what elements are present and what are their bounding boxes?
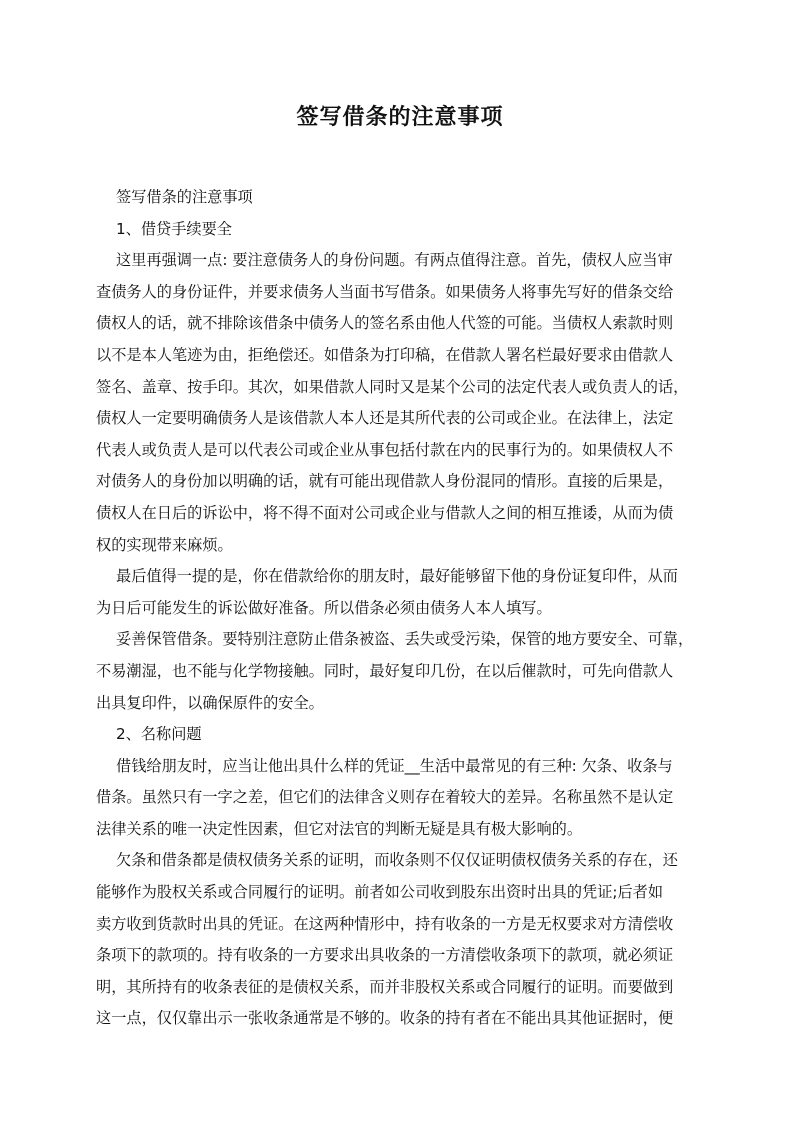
text-line: 能够作为股权关系或合同履行的证明。前者如公司收到股东出资时出具的凭证;后者如 [96, 883, 664, 902]
text-line: 债权人在日后的诉讼中，将不得不面对公司或企业与借款人之间的相互推诿，从而为债 [96, 503, 674, 522]
text-line: 债权人一定要明确债务人是该借款人本人还是其所代表的公司或企业。在法律上，法定 [96, 409, 674, 428]
text-line: 卖方收到货款时出具的凭证。在这两种情形中，持有收条的一方是无权要求对方清偿收 [96, 914, 674, 933]
text-line: 1、借贷手续要全 [116, 219, 232, 238]
text-line: 妥善保管借条。要特别注意防止借条被盗、丢失或受污染，保管的地方要安全、可靠， [116, 630, 694, 649]
text-line: 条项下的款项的。持有收条的一方要求出具收条的一方清偿收条项下的款项，就必须证 [96, 946, 674, 965]
text-line: 签名、盖章、按手印。其次，如果借款人同时又是某个公司的法定代表人或负责人的话， [96, 377, 689, 396]
text-line: 2、名称问题 [116, 725, 202, 744]
text-line: 代表人或负责人是可以代表公司或企业从事包括付款在内的民事行为的。如果债权人不 [96, 440, 674, 459]
text-line: 这里再强调一点: 要注意债务人的身份问题。有两点值得注意。首先，债权人应当审 [116, 251, 673, 270]
text-line: 明，其所持有的收条表征的是债权关系，而并非股权关系或合同履行的证明。而要做到 [96, 977, 674, 996]
text-line: 法律关系的唯一决定性因素，但它对法官的判断无疑是具有极大影响的。 [96, 819, 582, 838]
text-line: 查债务人的身份证件，并要求债务人当面书写借条。如果债务人将事先写好的借条交给 [96, 282, 674, 301]
text-line: 为日后可能发生的诉讼做好准备。所以借条必须由债务人本人填写。 [96, 598, 552, 617]
text-line: 债权人的话，就不排除该借条中债务人的签名系由他人代签的可能。当债权人索款时则 [96, 314, 674, 333]
text-line: 借钱给朋友时，应当让他出具什么样的凭证__生活中最常见的有三种: 欠条、收条与 [116, 756, 673, 775]
text-line: 借条。虽然只有一字之差，但它们的法律含义则存在着较大的差异。名称虽然不是认定 [96, 788, 674, 807]
text-line: 这一点，仅仅靠出示一张收条通常是不够的。收条的持有者在不能出具其他证据时，便 [96, 1009, 674, 1028]
text-line: 出具复印件，以确保原件的安全。 [96, 693, 324, 712]
document-title: 签写借条的注意事项 [296, 105, 504, 130]
text-line: 以不是本人笔迹为由，拒绝偿还。如借条为打印稿，在借款人署名栏最好要求由借款人 [96, 345, 674, 364]
text-line: 对债务人的身份加以明确的话，就有可能出现借款人身份混同的情形。直接的后果是， [96, 472, 674, 491]
text-line: 签写借条的注意事项 [116, 188, 253, 206]
text-line: 最后值得一提的是，你在借款给你的朋友时，最好能够留下他的身份证复印件，从而 [116, 567, 678, 586]
text-line: 欠条和借条都是债权债务关系的证明，而收条则不仅仅证明债权债务关系的存在，还 [116, 851, 678, 870]
text-line: 不易潮湿，也不能与化学物接触。同时，最好复印几份，在以后催款时，可先向借款人 [96, 661, 674, 680]
text-line: 权的实现带来麻烦。 [96, 535, 233, 554]
document-body [96, 182, 706, 1035]
